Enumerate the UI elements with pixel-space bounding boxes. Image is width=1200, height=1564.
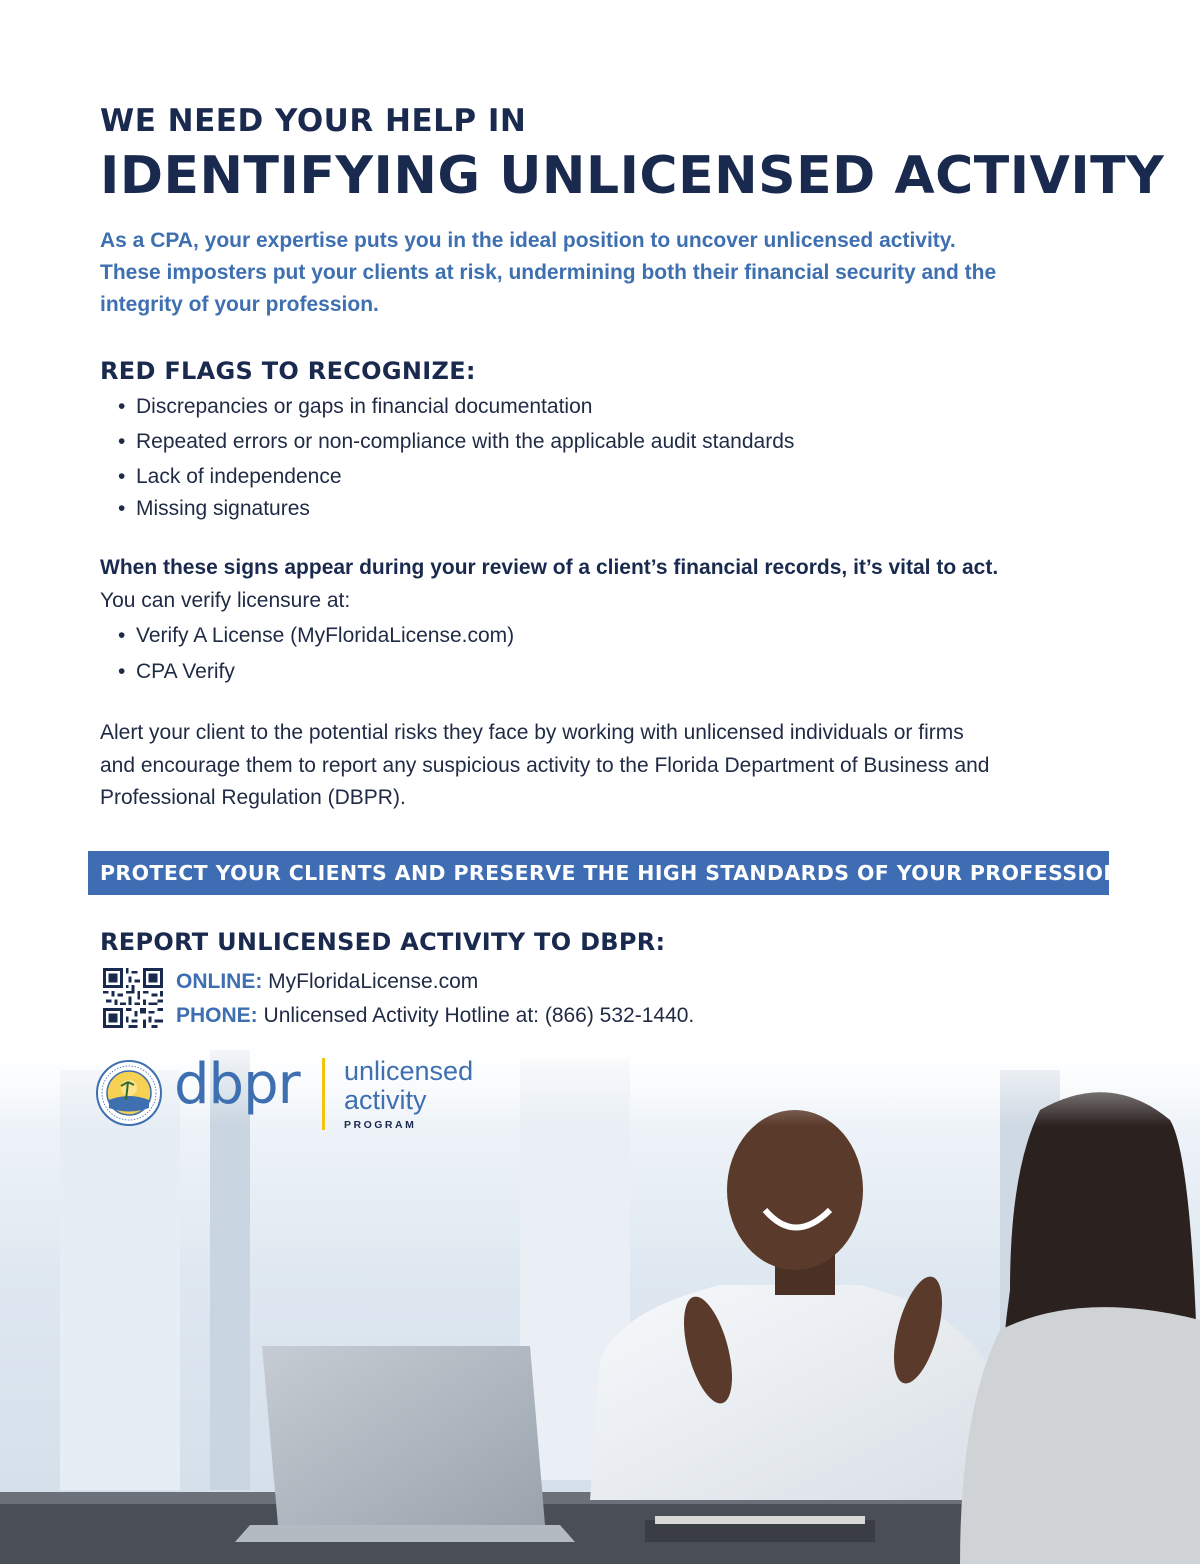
- intro-line: As a CPA, your expertise puts you in the ideal position to uncover unlicensed activity.: [100, 229, 956, 252]
- intro-line: These imposters put your clients at risk, undermining both their financial security and the: [100, 261, 997, 284]
- report-heading: REPORT UNLICENSED ACTIVITY TO DBPR:: [100, 928, 666, 956]
- online-label: ONLINE:: [176, 970, 263, 993]
- program-line-unlicensed: unlicensed: [344, 1056, 474, 1086]
- dbpr-seal-icon: [96, 1060, 162, 1126]
- phone-label: PHONE:: [176, 1004, 258, 1027]
- alert-line: Alert your client to the potential risks they face by working with unlicensed individuals or firms: [100, 721, 964, 744]
- phone-contact[interactable]: [176, 1004, 694, 1028]
- program-line-program: PROGRAM: [344, 1119, 417, 1131]
- list-item: • Repeated errors or non-compliance with the applicable audit standards: [118, 430, 794, 465]
- intro-line: integrity of your profession.: [100, 293, 379, 316]
- protect-banner: PROTECT YOUR CLIENTS AND PRESERVE THE HIGH STANDARDS OF YOUR PROFESSION.: [88, 851, 1109, 895]
- kicker-heading: WE NEED YOUR HELP IN: [100, 103, 527, 139]
- cpa-verify-link[interactable]: • CPA Verify: [118, 660, 514, 692]
- verify-lead: You can verify licensure at:: [100, 589, 351, 612]
- alert-line: and encourage them to report any suspicious activity to the Florida Department of Business and: [100, 753, 990, 777]
- list-item: • Discrepancies or gaps in financial documentation: [118, 395, 794, 430]
- qr-code-icon[interactable]: [103, 968, 163, 1028]
- list-item: • Missing signatures: [118, 497, 794, 529]
- intro-paragraph: [100, 225, 1110, 321]
- program-line-activity: activity: [344, 1085, 427, 1115]
- alert-paragraph: [100, 717, 1110, 815]
- act-statement: When these signs appear during your review of a client’s financial records, it’s vital to act.: [100, 556, 999, 579]
- verify-license-link[interactable]: • Verify A License (MyFloridaLicense.com): [118, 624, 514, 660]
- red-flags-list: [118, 395, 794, 529]
- online-contact[interactable]: [176, 970, 478, 994]
- dbpr-wordmark: dbpr: [174, 1052, 300, 1117]
- list-item: • Lack of independence: [118, 465, 794, 497]
- red-flags-heading: RED FLAGS TO RECOGNIZE:: [100, 357, 476, 385]
- alert-line: Professional Regulation (DBPR).: [100, 786, 406, 809]
- online-value[interactable]: MyFloridaLicense.com: [268, 970, 479, 993]
- phone-value[interactable]: Unlicensed Activity Hotline at: (866) 532-1440.: [263, 1004, 695, 1027]
- logo-divider: [322, 1058, 325, 1130]
- main-headline: IDENTIFYING UNLICENSED ACTIVITY: [100, 146, 1165, 206]
- verify-list: [118, 624, 514, 692]
